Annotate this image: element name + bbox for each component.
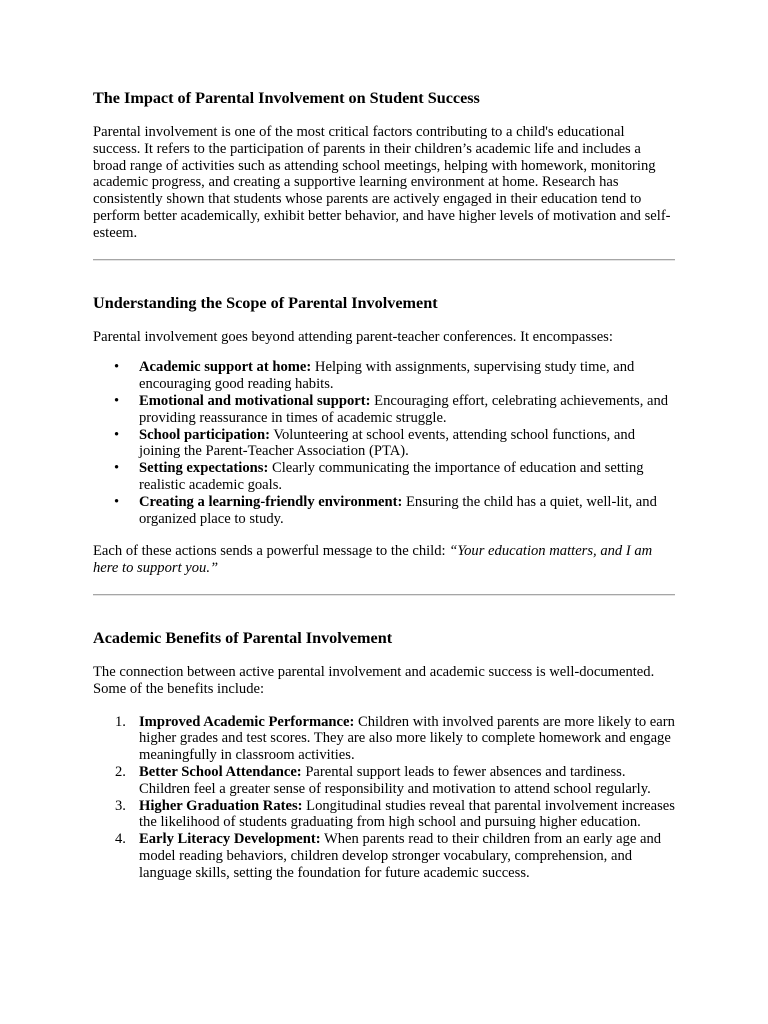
list-item (93, 427, 675, 461)
list-item (93, 831, 675, 881)
section-heading: Understanding the Scope of Parental Involvement (93, 293, 438, 312)
list-item-text: When parents read to their children from an early age and model reading behaviors, children develop stronger vocabulary, comprehension, and language skills, setting the foundation for future academic success. (139, 831, 662, 881)
list-item-term: Academic support at home: (139, 359, 312, 376)
list-number: 1. (115, 713, 126, 730)
list-item (93, 714, 675, 764)
closing-text: Each of these actions sends a powerful message to the child: (93, 543, 450, 560)
list-item (93, 798, 675, 832)
list-item-term: School participation: (139, 426, 270, 443)
list-item-term: Emotional and motivational support: (139, 392, 371, 409)
section-heading: The Impact of Parental Involvement on Student Success (93, 89, 480, 107)
list-item-text: Volunteering at school events, attending school functions, and joining the Parent-Teacher Association (PTA). (139, 426, 636, 460)
section-heading: Academic Benefits of Parental Involvement (93, 628, 393, 647)
list-item (93, 359, 675, 393)
bullet-icon: • (114, 359, 120, 376)
list-item-text: Helping with assignments, supervising study time, and encouraging good reading habits. (139, 359, 635, 393)
list-item-term: Setting expectations: (139, 460, 269, 477)
horizontal-divider (93, 594, 675, 596)
section-parental-involvement-impact (93, 88, 675, 242)
section-scope (93, 293, 675, 577)
list-item (93, 764, 675, 798)
list-number: 3. (115, 797, 126, 814)
section-intro: Parental involvement goes beyond attending parent-teacher conferences. It encompasses: (93, 328, 613, 345)
bullet-icon: • (114, 460, 120, 477)
horizontal-divider (93, 259, 675, 261)
list-item-term: Improved Academic Performance: (139, 713, 355, 730)
list-item-term: Early Literacy Development: (139, 831, 321, 848)
bullet-icon: • (114, 426, 120, 443)
list-item-text: Parental support leads to fewer absences and tardiness. Children feel a greater sense of responsibility and motivation to attend school regularly. (139, 763, 651, 797)
section-closing (93, 543, 675, 577)
section-intro: The connection between active parental involvement and academic success is well-documented. Some of the benefits include: (93, 663, 655, 697)
list-number: 2. (115, 763, 126, 780)
list-item-term: Better School Attendance: (139, 763, 302, 780)
list-number: 4. (115, 831, 126, 848)
list-item-term: Creating a learning-friendly environment: (139, 493, 403, 510)
list-item-term: Higher Graduation Rates: (139, 797, 303, 814)
section-paragraph: Parental involvement is one of the most critical factors contributing to a child's educational success. It refers to the participation of parents in their children’s academic life and includes a broad range of activities such as attending school meetings, helping with homework, monitoring academic progress, and creating a supportive learning environment at home. Research has consistently shown that students whose parents are actively engaged in their education tend to perform better academically, exhibit better behavior, and have higher levels of motivation and self-esteem. (93, 124, 671, 241)
list-item-text: Longitudinal studies reveal that parental involvement increases the likelihood of students graduating from high school and pursuing higher education. (139, 797, 675, 831)
list-item (93, 494, 675, 528)
bullet-icon: • (114, 493, 120, 510)
closing-quote: “Your education matters, and I am here to support you.” (93, 543, 653, 577)
list-item (93, 393, 675, 427)
list-item-text: Clearly communicating the importance of education and setting realistic academic goals. (139, 460, 644, 493)
list-item (93, 460, 675, 494)
bullet-icon: • (114, 392, 120, 409)
list-item-text: Encouraging effort, celebrating achievements, and providing reassurance in times of academic struggle. (139, 392, 669, 426)
list-item-text: Ensuring the child has a quiet, well-lit, and organized place to study. (139, 493, 657, 527)
numbered-list (93, 714, 675, 882)
section-academic-benefits (93, 628, 675, 882)
bullet-list (93, 359, 675, 527)
list-item-text: Children with involved parents are more likely to earn higher grades and test scores. They are also more likely to complete homework and engage meaningfully in classroom activities. (139, 713, 675, 764)
